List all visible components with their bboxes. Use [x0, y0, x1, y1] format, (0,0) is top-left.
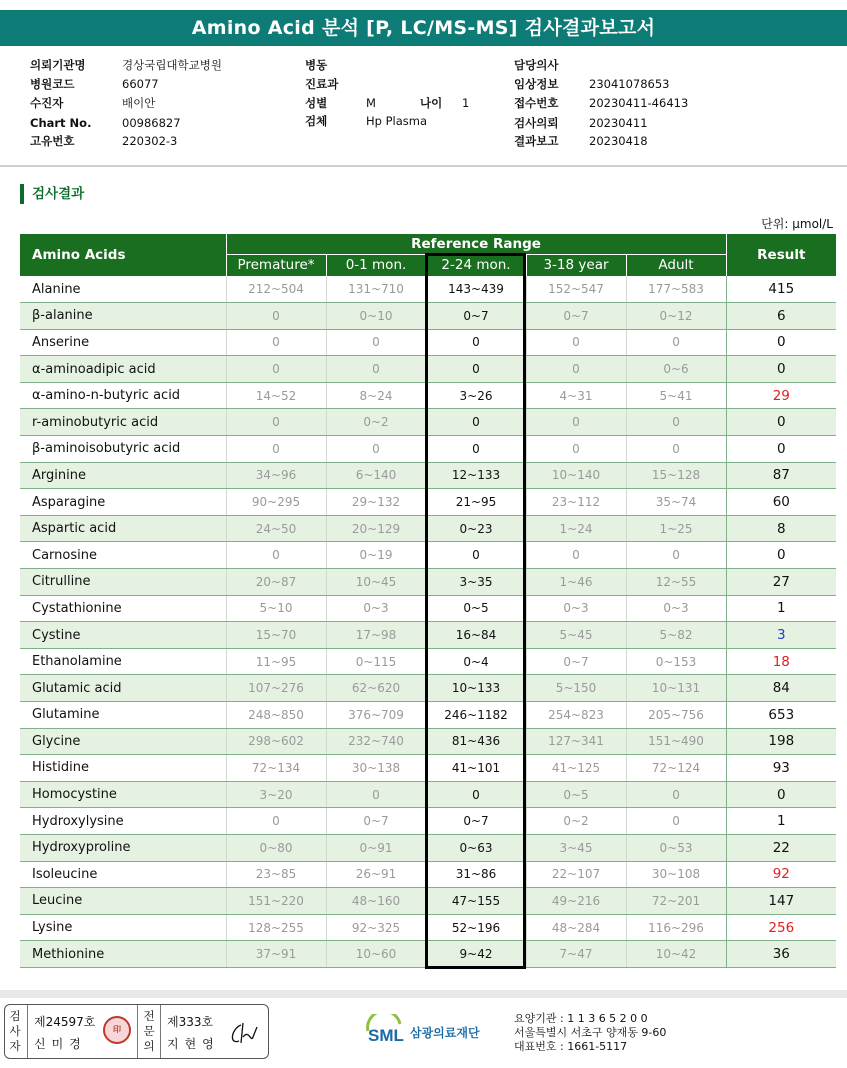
table-row [20, 329, 836, 356]
contact-info [514, 1012, 666, 1054]
result-value: 92 [726, 861, 836, 888]
result-value: 256 [726, 914, 836, 941]
reference-cell: 5~150 [526, 675, 626, 702]
label-patient: 수진자 [30, 96, 64, 110]
amino-acid-name: Histidine [20, 755, 226, 782]
label-chart-no: Chart No. [30, 116, 92, 130]
amino-acid-name: Hydroxylysine [20, 808, 226, 835]
amino-acid-name: Glycine [20, 728, 226, 755]
reference-cell: 0~10 [326, 303, 426, 330]
result-value: 0 [726, 542, 836, 569]
reference-cell: 205~756 [626, 702, 726, 729]
amino-acid-name: β-alanine [20, 303, 226, 330]
result-value: 18 [726, 648, 836, 675]
divider [27, 1005, 28, 1058]
table-row [20, 755, 836, 782]
reference-cell: 34~96 [226, 462, 326, 489]
reference-cell: 0 [526, 436, 626, 463]
reference-cell: 7~47 [526, 941, 626, 968]
reference-cell: 0~5 [426, 595, 526, 622]
table-row [20, 515, 836, 542]
reference-cell: 177~583 [626, 276, 726, 303]
reference-cell: 6~140 [326, 462, 426, 489]
reference-cell: 15~70 [226, 622, 326, 649]
result-value: 27 [726, 569, 836, 596]
label-request-date: 검사의뢰 [514, 116, 559, 130]
section-title: 검사결과 [20, 184, 84, 204]
amino-acid-name: Glutamic acid [20, 675, 226, 702]
contact-line: 대표번호 : 1661-5117 [514, 1040, 628, 1053]
reference-cell: 0 [626, 542, 726, 569]
reference-cell: 0~19 [326, 542, 426, 569]
label-requesting-institution: 의뢰기관명 [30, 58, 86, 72]
reference-cell: 48~284 [526, 914, 626, 941]
table-row [20, 356, 836, 383]
reference-cell: 152~547 [526, 276, 626, 303]
reference-cell: 5~41 [626, 382, 726, 409]
reference-cell: 37~91 [226, 941, 326, 968]
reference-cell: 49~216 [526, 888, 626, 915]
result-value: 0 [726, 329, 836, 356]
label-specimen: 검체 [305, 114, 328, 128]
reference-cell: 0~6 [626, 356, 726, 383]
table-row [20, 462, 836, 489]
reference-cell: 0~7 [326, 808, 426, 835]
reference-cell: 0~115 [326, 648, 426, 675]
amino-acid-name: Cystine [20, 622, 226, 649]
reference-cell: 151~220 [226, 888, 326, 915]
header-reference-range: Reference Range [226, 234, 726, 255]
subheader-0: Premature* [226, 255, 326, 277]
table-row [20, 303, 836, 330]
subheader-2: 2-24 mon. [426, 255, 526, 277]
header-amino-acids: Amino Acids [20, 234, 226, 276]
amino-acid-name: Hydroxyproline [20, 834, 226, 861]
reference-cell: 0~4 [426, 648, 526, 675]
reference-cell: 11~95 [226, 648, 326, 675]
reference-cell: 0 [626, 808, 726, 835]
reference-cell: 232~740 [326, 728, 426, 755]
tester-name: 신미경 [34, 1037, 87, 1051]
patient-info [0, 56, 847, 156]
contact-line: 서울특별시 서초구 양재동 9-60 [514, 1026, 667, 1039]
result-value: 60 [726, 489, 836, 516]
header-divider [0, 165, 847, 167]
result-value: 415 [726, 276, 836, 303]
reference-cell: 10~133 [426, 675, 526, 702]
reference-cell: 246~1182 [426, 702, 526, 729]
reference-cell: 17~98 [326, 622, 426, 649]
reference-cell: 0~63 [426, 834, 526, 861]
reference-cell: 12~133 [426, 462, 526, 489]
signature-box [4, 1004, 269, 1059]
table-row [20, 808, 836, 835]
table-row [20, 276, 836, 303]
divider [137, 1005, 138, 1058]
table-row [20, 489, 836, 516]
value-chart-no: 00986827 [122, 116, 181, 130]
doctor-name: 지현영 [167, 1037, 220, 1051]
result-value: 198 [726, 728, 836, 755]
reference-cell: 47~155 [426, 888, 526, 915]
result-value: 6 [726, 303, 836, 330]
reference-cell: 62~620 [326, 675, 426, 702]
amino-acid-name: Asparagine [20, 489, 226, 516]
reference-cell: 0~3 [626, 595, 726, 622]
table-row [20, 914, 836, 941]
reference-cell: 0~7 [426, 808, 526, 835]
label-receipt-no: 접수번호 [514, 96, 559, 110]
divider [160, 1005, 161, 1058]
reference-cell: 0 [326, 436, 426, 463]
value-request-date: 20230411 [589, 116, 648, 130]
result-value: 87 [726, 462, 836, 489]
reference-cell: 52~196 [426, 914, 526, 941]
reference-cell: 0 [526, 329, 626, 356]
result-value: 0 [726, 436, 836, 463]
amino-acid-name: Ethanolamine [20, 648, 226, 675]
result-value: 3 [726, 622, 836, 649]
amino-acid-name: Homocystine [20, 781, 226, 808]
reference-cell: 107~276 [226, 675, 326, 702]
reference-cell: 0 [226, 303, 326, 330]
reference-cell: 131~710 [326, 276, 426, 303]
reference-cell: 30~108 [626, 861, 726, 888]
reference-cell: 0 [426, 436, 526, 463]
reference-cell: 0 [226, 808, 326, 835]
reference-cell: 0 [226, 329, 326, 356]
reference-cell: 127~341 [526, 728, 626, 755]
reference-cell: 3~20 [226, 781, 326, 808]
reference-cell: 0 [226, 436, 326, 463]
reference-cell: 72~201 [626, 888, 726, 915]
reference-cell: 0 [626, 329, 726, 356]
reference-cell: 5~45 [526, 622, 626, 649]
amino-acid-name: Methionine [20, 941, 226, 968]
reference-cell: 0 [326, 329, 426, 356]
reference-cell: 23~112 [526, 489, 626, 516]
contact-line: 요양기관 : 1 1 3 6 5 2 0 0 [514, 1012, 648, 1025]
reference-cell: 0~5 [526, 781, 626, 808]
doctor-license: 제333호 [167, 1015, 214, 1029]
reference-cell: 14~52 [226, 382, 326, 409]
reference-cell: 48~160 [326, 888, 426, 915]
reference-cell: 3~35 [426, 569, 526, 596]
reference-cell: 151~490 [626, 728, 726, 755]
label-unique-id: 고유번호 [30, 134, 75, 148]
table-row [20, 382, 836, 409]
reference-cell: 0 [526, 356, 626, 383]
value-sex: M [366, 96, 376, 110]
reference-cell: 0 [426, 409, 526, 436]
table-row [20, 436, 836, 463]
subheader-4: Adult [626, 255, 726, 277]
reference-cell: 30~138 [326, 755, 426, 782]
reference-cell: 41~101 [426, 755, 526, 782]
amino-acid-name: r-aminobutyric acid [20, 409, 226, 436]
result-value: 0 [726, 409, 836, 436]
unit-label: 단위: μmol/L [761, 217, 833, 231]
reference-cell: 0~2 [326, 409, 426, 436]
reference-cell: 24~50 [226, 515, 326, 542]
reference-cell: 254~823 [526, 702, 626, 729]
reference-cell: 8~24 [326, 382, 426, 409]
reference-cell: 72~134 [226, 755, 326, 782]
table-row [20, 781, 836, 808]
result-value: 653 [726, 702, 836, 729]
reference-cell: 23~85 [226, 861, 326, 888]
amino-acid-name: β-aminoisobutyric acid [20, 436, 226, 463]
value-report-date: 20230418 [589, 134, 648, 148]
report-title: Amino Acid 분석 [P, LC/MS-MS] 검사결과보고서 [0, 10, 847, 46]
reference-cell: 0~7 [526, 303, 626, 330]
amino-acid-name: α-aminoadipic acid [20, 356, 226, 383]
reference-cell: 0 [526, 409, 626, 436]
reference-cell: 0 [626, 409, 726, 436]
amino-acid-name: Cystathionine [20, 595, 226, 622]
result-value: 93 [726, 755, 836, 782]
reference-cell: 0 [426, 356, 526, 383]
results-table [20, 234, 836, 968]
reference-cell: 21~95 [426, 489, 526, 516]
reference-cell: 12~55 [626, 569, 726, 596]
reference-cell: 20~87 [226, 569, 326, 596]
reference-cell: 0~2 [526, 808, 626, 835]
value-specimen: Hp Plasma [366, 114, 428, 128]
tester-label: 검 사 자 [9, 1009, 21, 1053]
reference-cell: 5~10 [226, 595, 326, 622]
amino-acid-name: Anserine [20, 329, 226, 356]
value-age: 1 [462, 96, 470, 110]
amino-acid-name: Leucine [20, 888, 226, 915]
reference-cell: 92~325 [326, 914, 426, 941]
table-row [20, 861, 836, 888]
reference-cell: 0~12 [626, 303, 726, 330]
reference-cell: 0~80 [226, 834, 326, 861]
table-row [20, 648, 836, 675]
table-row [20, 622, 836, 649]
subheader-1: 0-1 mon. [326, 255, 426, 277]
result-value: 29 [726, 382, 836, 409]
reference-cell: 0~3 [526, 595, 626, 622]
reference-cell: 116~296 [626, 914, 726, 941]
reference-cell: 0 [426, 781, 526, 808]
reference-cell: 0 [426, 542, 526, 569]
reference-cell: 0~91 [326, 834, 426, 861]
reference-cell: 9~42 [426, 941, 526, 968]
reference-cell: 0 [326, 781, 426, 808]
reference-cell: 29~132 [326, 489, 426, 516]
result-value: 0 [726, 781, 836, 808]
result-value: 0 [726, 356, 836, 383]
amino-acid-name: Citrulline [20, 569, 226, 596]
label-department: 진료과 [305, 77, 339, 91]
value-receipt-no: 20230411-46413 [589, 96, 689, 110]
reference-cell: 0~23 [426, 515, 526, 542]
label-clinical-info: 임상정보 [514, 77, 559, 91]
table-row [20, 728, 836, 755]
reference-cell: 298~602 [226, 728, 326, 755]
result-value: 1 [726, 808, 836, 835]
result-value: 147 [726, 888, 836, 915]
reference-cell: 81~436 [426, 728, 526, 755]
table-row [20, 941, 836, 968]
amino-acid-name: Glutamine [20, 702, 226, 729]
reference-cell: 16~84 [426, 622, 526, 649]
seal-stamp: 印 [103, 1016, 131, 1044]
reference-cell: 376~709 [326, 702, 426, 729]
reference-cell: 0~3 [326, 595, 426, 622]
reference-cell: 0~7 [526, 648, 626, 675]
table-row [20, 675, 836, 702]
svg-text:SML: SML [368, 1026, 404, 1045]
result-value: 36 [726, 941, 836, 968]
reference-cell: 0 [426, 329, 526, 356]
table-row [20, 834, 836, 861]
reference-cell: 0 [526, 542, 626, 569]
reference-cell: 10~45 [326, 569, 426, 596]
label-report-date: 결과보고 [514, 134, 559, 148]
reference-cell: 212~504 [226, 276, 326, 303]
reference-cell: 26~91 [326, 861, 426, 888]
reference-cell: 0 [626, 436, 726, 463]
reference-cell: 0 [226, 409, 326, 436]
table-row [20, 888, 836, 915]
reference-cell: 10~60 [326, 941, 426, 968]
table-row [20, 542, 836, 569]
reference-cell: 0 [326, 356, 426, 383]
reference-cell: 0 [226, 542, 326, 569]
reference-cell: 31~86 [426, 861, 526, 888]
value-hospital-code: 66077 [122, 77, 159, 91]
value-patient: 배이안 [122, 96, 156, 110]
label-sex: 성별 [305, 96, 328, 110]
amino-acid-name: Aspartic acid [20, 515, 226, 542]
reference-cell: 3~26 [426, 382, 526, 409]
reference-cell: 41~125 [526, 755, 626, 782]
results-table-wrap [20, 234, 836, 968]
reference-cell: 0~53 [626, 834, 726, 861]
reference-cell: 1~46 [526, 569, 626, 596]
reference-cell: 22~107 [526, 861, 626, 888]
value-unique-id: 220302-3 [122, 134, 178, 148]
subheader-3: 3-18 year [526, 255, 626, 277]
tester-license: 제24597호 [34, 1015, 96, 1029]
reference-cell: 0~153 [626, 648, 726, 675]
reference-cell: 15~128 [626, 462, 726, 489]
reference-cell: 10~42 [626, 941, 726, 968]
amino-acid-name: Alanine [20, 276, 226, 303]
reference-cell: 4~31 [526, 382, 626, 409]
amino-acid-name: Isoleucine [20, 861, 226, 888]
reference-cell: 1~25 [626, 515, 726, 542]
label-ward: 병동 [305, 58, 328, 72]
reference-cell: 0~7 [426, 303, 526, 330]
reference-cell: 90~295 [226, 489, 326, 516]
label-age: 나이 [420, 96, 443, 110]
result-value: 1 [726, 595, 836, 622]
amino-acid-name: Lysine [20, 914, 226, 941]
label-hospital-code: 병원코드 [30, 77, 75, 91]
reference-cell: 143~439 [426, 276, 526, 303]
reference-cell: 0 [626, 781, 726, 808]
value-requesting-institution: 경상국립대학교병원 [122, 58, 222, 72]
signature-image [227, 1019, 267, 1049]
reference-cell: 5~82 [626, 622, 726, 649]
org-name: 삼광의료재단 [410, 1026, 480, 1040]
reference-cell: 3~45 [526, 834, 626, 861]
reference-cell: 20~129 [326, 515, 426, 542]
result-value: 8 [726, 515, 836, 542]
amino-acid-name: α-amino-n-butyric acid [20, 382, 226, 409]
value-clinical-info: 23041078653 [589, 77, 670, 91]
reference-cell: 72~124 [626, 755, 726, 782]
result-value: 22 [726, 834, 836, 861]
reference-cell: 248~850 [226, 702, 326, 729]
reference-cell: 128~255 [226, 914, 326, 941]
reference-cell: 10~131 [626, 675, 726, 702]
reference-cell: 0 [226, 356, 326, 383]
table-row [20, 409, 836, 436]
result-value: 84 [726, 675, 836, 702]
header-result: Result [726, 234, 836, 276]
footer-divider [0, 990, 847, 998]
amino-acid-name: Carnosine [20, 542, 226, 569]
table-row [20, 569, 836, 596]
amino-acid-name: Arginine [20, 462, 226, 489]
reference-cell: 35~74 [626, 489, 726, 516]
reference-cell: 1~24 [526, 515, 626, 542]
table-row [20, 595, 836, 622]
reference-cell: 10~140 [526, 462, 626, 489]
label-physician: 담당의사 [514, 58, 559, 72]
table-row [20, 702, 836, 729]
doctor-label: 전 문 의 [143, 1009, 155, 1053]
